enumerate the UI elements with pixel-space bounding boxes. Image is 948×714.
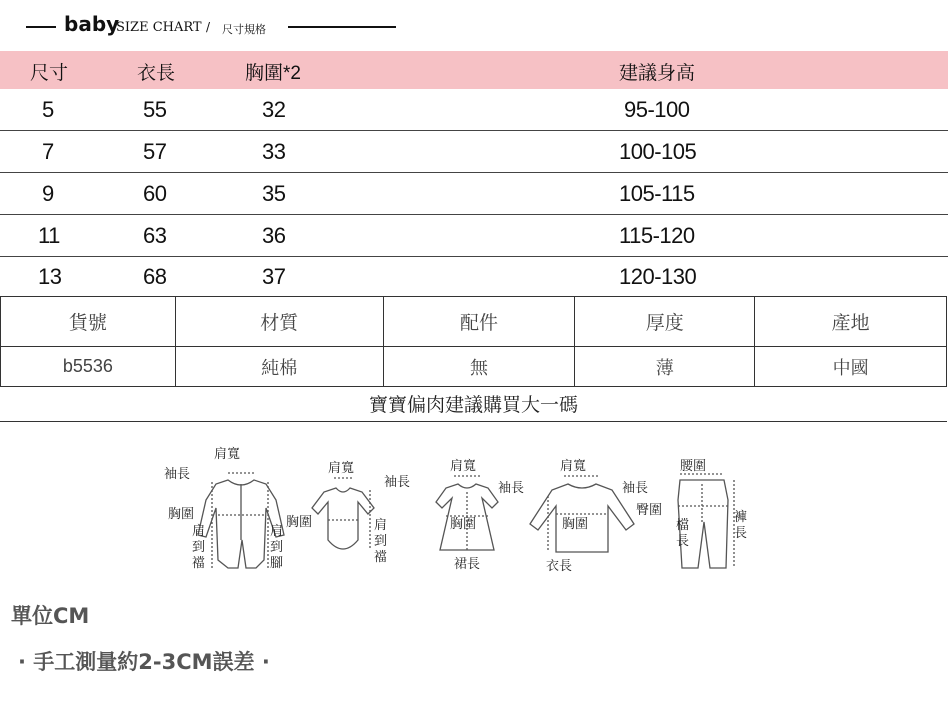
table-row bbox=[0, 131, 948, 173]
cell-height: 100-105 bbox=[619, 139, 697, 164]
info-origin: 中國 bbox=[755, 347, 947, 387]
label-sleeve-length: 袖長 bbox=[498, 481, 525, 496]
table-row bbox=[0, 256, 948, 297]
cell-size: 5 bbox=[42, 97, 54, 122]
measurement-error-note: · 手工測量約2-3CM誤差 · bbox=[18, 650, 270, 674]
cell-chest: 37 bbox=[262, 264, 286, 289]
label-sleeve-length: 袖長 bbox=[384, 475, 411, 490]
info-header-row bbox=[1, 297, 947, 347]
title-divider-left bbox=[26, 26, 56, 28]
label-shoulder-to-crotch: 肩到襠 bbox=[374, 518, 388, 565]
label-chest: 胸圍 bbox=[168, 507, 195, 522]
cell-height: 120-130 bbox=[619, 264, 697, 289]
title-baby: baby bbox=[64, 12, 120, 36]
measurement-diagram bbox=[158, 440, 758, 590]
table-row bbox=[0, 215, 948, 257]
label-shoulder-width: 肩寬 bbox=[328, 461, 355, 476]
info-material: 純棉 bbox=[175, 347, 383, 387]
title-size-chart-cn: 尺寸規格 bbox=[222, 23, 266, 36]
label-shoulder-to-foot: 肩到腳 bbox=[270, 524, 284, 571]
label-hip: 臀圍 bbox=[636, 503, 663, 518]
cell-chest: 32 bbox=[262, 97, 286, 122]
cell-chest: 35 bbox=[262, 181, 286, 206]
cell-length: 57 bbox=[143, 139, 167, 164]
size-table-header bbox=[0, 51, 948, 89]
label-chest: 胸圍 bbox=[562, 517, 589, 532]
dress-icon bbox=[436, 476, 498, 552]
header-height: 建議身高 bbox=[619, 63, 696, 84]
chart-title bbox=[0, 10, 948, 42]
label-shoulder-width: 肩寬 bbox=[560, 459, 587, 474]
label-pants-length: 褲長 bbox=[734, 510, 748, 541]
cell-size: 9 bbox=[42, 181, 54, 206]
cell-size: 11 bbox=[38, 223, 60, 248]
label-chest: 胸圍 bbox=[286, 515, 313, 530]
cell-height: 105-115 bbox=[619, 181, 695, 206]
cell-chest: 36 bbox=[262, 223, 286, 248]
cell-length: 60 bbox=[143, 181, 167, 206]
label-waist: 腰圍 bbox=[680, 459, 707, 474]
header-size: 尺寸 bbox=[30, 63, 69, 84]
info-item-no: b5536 bbox=[1, 347, 176, 387]
cell-height: 95-100 bbox=[624, 97, 690, 122]
cell-size: 7 bbox=[42, 139, 54, 164]
header-length: 衣長 bbox=[137, 63, 176, 84]
label-garment-length: 衣長 bbox=[546, 559, 573, 574]
info-header-origin: 產地 bbox=[755, 297, 947, 347]
product-info-table bbox=[0, 296, 947, 387]
title-divider-right bbox=[288, 26, 396, 28]
label-shoulder-width: 肩寬 bbox=[450, 459, 477, 474]
table-row bbox=[0, 173, 948, 215]
unit-label: 單位CM bbox=[11, 604, 90, 628]
label-shoulder-to-crotch: 肩到襠 bbox=[192, 524, 206, 571]
label-sleeve-length: 袖長 bbox=[164, 467, 191, 482]
title-slash: / bbox=[206, 20, 211, 34]
table-row bbox=[0, 89, 948, 131]
label-sleeve-length: 袖長 bbox=[622, 481, 649, 496]
label-crotch-length: 檔長 bbox=[676, 518, 690, 549]
info-thickness: 薄 bbox=[575, 347, 755, 387]
info-header-item-no: 貨號 bbox=[1, 297, 176, 347]
sizing-note: 寶寶偏肉建議購買大一碼 bbox=[368, 395, 578, 416]
header-chest: 胸圍*2 bbox=[245, 63, 301, 84]
info-accessories: 無 bbox=[383, 347, 575, 387]
cell-length: 55 bbox=[143, 97, 167, 122]
cell-height: 115-120 bbox=[619, 223, 695, 248]
label-shoulder-width: 肩寬 bbox=[214, 447, 241, 462]
cell-length: 63 bbox=[143, 223, 167, 248]
sizing-note-row bbox=[0, 383, 947, 422]
cell-chest: 33 bbox=[262, 139, 286, 164]
title-size-chart: SIZE CHART bbox=[116, 20, 202, 35]
bodysuit-icon bbox=[312, 478, 374, 549]
info-header-material: 材質 bbox=[175, 297, 383, 347]
label-chest: 胸圍 bbox=[450, 517, 477, 532]
cell-size: 13 bbox=[38, 264, 62, 289]
info-header-thickness: 厚度 bbox=[575, 297, 755, 347]
top-icon bbox=[530, 476, 634, 552]
info-header-accessories: 配件 bbox=[383, 297, 575, 347]
cell-length: 68 bbox=[143, 264, 167, 289]
info-value-row bbox=[1, 347, 947, 387]
label-skirt-length: 裙長 bbox=[454, 557, 481, 572]
